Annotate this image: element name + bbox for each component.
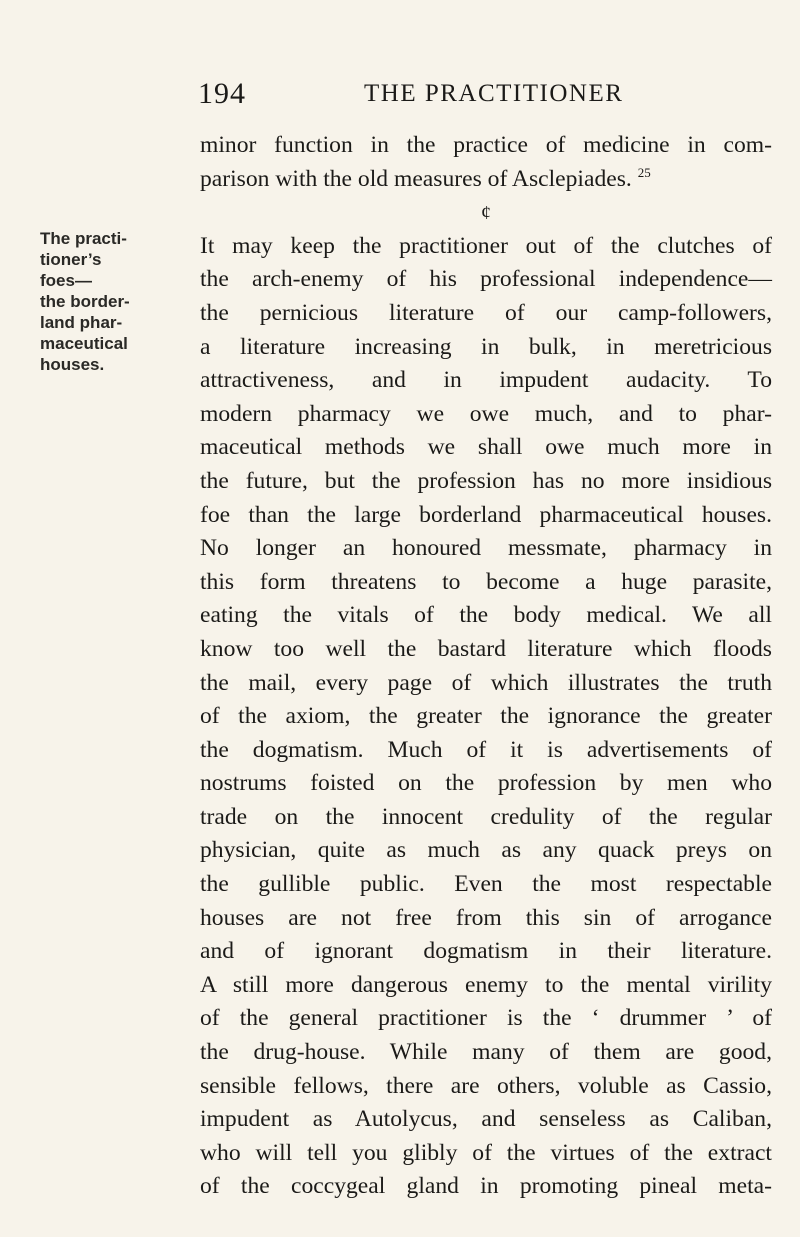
marginal-note-line: houses. — [40, 355, 105, 374]
marginal-note-line: foes— — [40, 271, 92, 290]
text-line: A still more dangerous enemy to the mental virility — [200, 971, 772, 998]
marginal-note-line: the border- — [40, 292, 130, 311]
text-line: physician, quite as much as any quack preys on — [200, 837, 772, 864]
running-title: THE PRACTITIONER — [364, 80, 624, 107]
text-line: eating the vitals of the body medical. We all — [200, 602, 772, 629]
text-line: a literature increasing in bulk, in meretricious — [200, 333, 772, 360]
text-line: attractiveness, and in impudent audacity. To — [200, 367, 772, 394]
marginal-note-line: tioner’s — [40, 250, 102, 269]
text-line: trade on the innocent credulity of the regular — [200, 803, 772, 830]
page-number: 194 — [198, 77, 246, 110]
text-line: of the general practitioner is the ‘ drummer ’ of — [200, 1005, 772, 1032]
text-line: the dogmatism. Much of it is advertisements of — [200, 736, 772, 763]
text-line — [200, 163, 772, 197]
text-line: nostrums foisted on the profession by men who — [200, 770, 772, 797]
text-line: the drug-house. While many of them are good, — [200, 1039, 772, 1066]
text-line: modern pharmacy we owe much, and to phar- — [200, 400, 772, 427]
text-line: minor function in the practice of medicine in com- — [200, 132, 772, 158]
text-line: sensible fellows, there are others, voluble as Cassio, — [200, 1072, 772, 1099]
text-line: the gullible public. Even the most respectable — [200, 871, 772, 898]
marginal-note-line: maceutical — [40, 334, 128, 353]
marginal-note-line: land phar- — [40, 313, 123, 332]
text-line: maceutical methods we shall owe much more in — [200, 434, 772, 461]
text-line: houses are not free from this sin of arrogance — [200, 904, 772, 931]
text-line: the future, but the profession has no more insidious — [200, 467, 772, 494]
text-line: foe than the large borderland pharmaceutical houses. — [200, 501, 772, 528]
running-head — [198, 76, 758, 112]
text-line: of the axiom, the greater the ignorance the greater — [200, 703, 772, 730]
ornament-glyph: ¢ — [481, 202, 491, 225]
text-line: the pernicious literature of our camp-followers, — [200, 299, 772, 326]
text-line-content: parison with the old measures of Asclepiades. — [200, 165, 632, 192]
body-text — [200, 129, 772, 1204]
text-line: the mail, every page of which illustrates the truth — [200, 669, 772, 696]
text-line: the arch-enemy of his professional independence— — [200, 266, 772, 293]
footnote-reference[interactable]: 25 — [637, 164, 651, 180]
text-line: and of ignorant dogmatism in their literature. — [200, 938, 772, 965]
text-line: of the coccygeal gland in promoting pineal meta- — [200, 1173, 772, 1200]
text-line: It may keep the practitioner out of the clutches of — [200, 232, 772, 259]
marginal-note-line: The practi- — [40, 229, 127, 248]
text-line: impudent as Autolycus, and senseless as Caliban, — [200, 1106, 772, 1133]
text-line: know too well the bastard literature which floods — [200, 635, 772, 662]
marginal-note — [40, 228, 180, 375]
text-line: No longer an honoured messmate, pharmacy in — [200, 535, 772, 562]
section-ornament — [200, 196, 772, 230]
text-line: this form threatens to become a huge parasite, — [200, 568, 772, 595]
text-line: who will tell you glibly of the virtues of the extract — [200, 1139, 772, 1166]
